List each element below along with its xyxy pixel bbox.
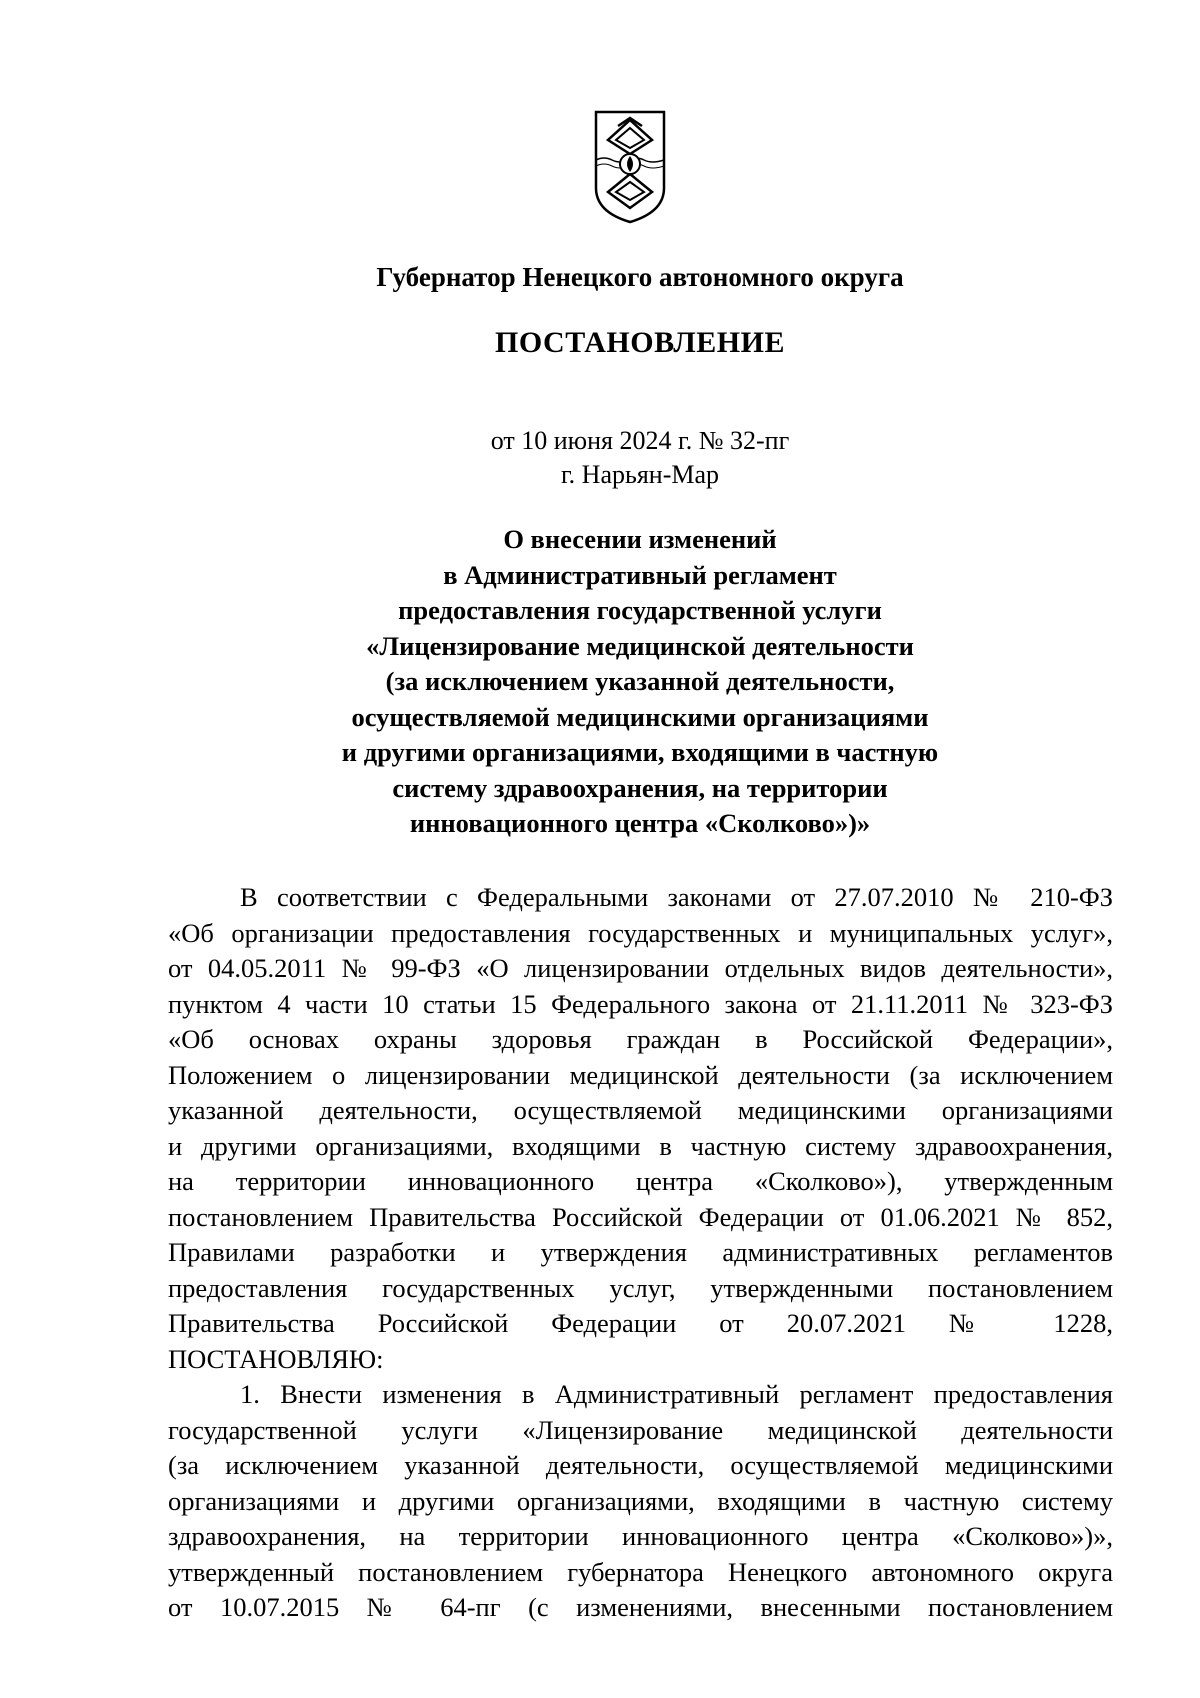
body-line: постановлением Правительства Российской Федерации от 01.06.2021 № 852, bbox=[168, 1201, 1113, 1232]
body-line: Положением о лицензировании медицинской деятельности (за исключением bbox=[168, 1059, 1113, 1090]
document-title bbox=[150, 522, 1130, 842]
title-line: и другими организациями, входящими в частную bbox=[341, 737, 939, 767]
title-line: (за исключением указанной деятельности, bbox=[385, 666, 895, 696]
body-line: предоставления государственных услуг, утвержденными постановлением bbox=[168, 1272, 1113, 1303]
body-line: на территории инновационного центра «Сколково»), утвержденным bbox=[168, 1166, 1113, 1196]
body-line: Правительства Российской Федерации от 20.07.2021 № 1228, bbox=[168, 1308, 1113, 1338]
body-line: «Об организации предоставления государственных и муниципальных услуг», bbox=[168, 917, 1113, 948]
body-line: организациями и другими организациями, входящими в частную систему bbox=[168, 1485, 1113, 1516]
body-line: государственной услуги «Лицензирование медицинской деятельности bbox=[168, 1414, 1113, 1445]
body-line: В соответствии с Федеральными законами от 27.07.2010 № 210-ФЗ bbox=[240, 882, 1113, 912]
body-line: указанной деятельности, осуществляемой медицинскими организациями bbox=[168, 1095, 1113, 1125]
body-line: здравоохранения, на территории инновационного центра «Сколково»)», bbox=[168, 1521, 1113, 1551]
title-line: в Административный регламент bbox=[443, 559, 837, 590]
title-line: О внесении изменений bbox=[503, 524, 777, 554]
title-line: осуществляемой медицинскими организациями bbox=[351, 701, 929, 732]
document-body bbox=[168, 880, 1113, 1626]
title-line: предоставления государственной услуги bbox=[398, 595, 882, 625]
issuing-authority: Губернатор Ненецкого автономного округа bbox=[376, 262, 904, 292]
resolution-keyword: ПОСТАНОВЛЯЮ: bbox=[168, 1343, 384, 1374]
document-date-number: от 10 июня 2024 г. № 32-пг bbox=[490, 426, 790, 455]
document-type: ПОСТАНОВЛЕНИЕ bbox=[495, 326, 785, 359]
body-line: утвержденный постановлением губернатора Ненецкого автономного округа bbox=[168, 1556, 1113, 1587]
body-line: пунктом 4 части 10 статьи 15 Федерального закона от 21.11.2011 № 323-ФЗ bbox=[168, 988, 1113, 1019]
body-line: 1. Внести изменения в Административный регламент предоставления bbox=[240, 1379, 1113, 1409]
document-city: г. Нарьян-Мар bbox=[560, 460, 720, 489]
body-line: (за исключением указанной деятельности, осуществляемой медицинскими bbox=[168, 1450, 1113, 1480]
body-line: от 10.07.2015 № 64-пг (с изменениями, внесенными постановлением bbox=[168, 1592, 1113, 1622]
body-line: «Об основах охраны здоровья граждан в Российской Федерации», bbox=[168, 1024, 1113, 1054]
title-line: «Лицензирование медицинской деятельности bbox=[366, 630, 914, 661]
body-line: Правилами разработки и утверждения административных регламентов bbox=[168, 1237, 1113, 1267]
coat-of-arms-icon bbox=[592, 108, 668, 226]
body-line: от 04.05.2011 № 99-ФЗ «О лицензировании отдельных видов деятельности», bbox=[168, 953, 1113, 983]
title-line: инновационного центра «Сколково»)» bbox=[409, 808, 871, 838]
title-line: систему здравоохранения, на территории bbox=[392, 772, 888, 803]
body-line: и другими организациями, входящими в частную систему здравоохранения, bbox=[168, 1130, 1113, 1161]
